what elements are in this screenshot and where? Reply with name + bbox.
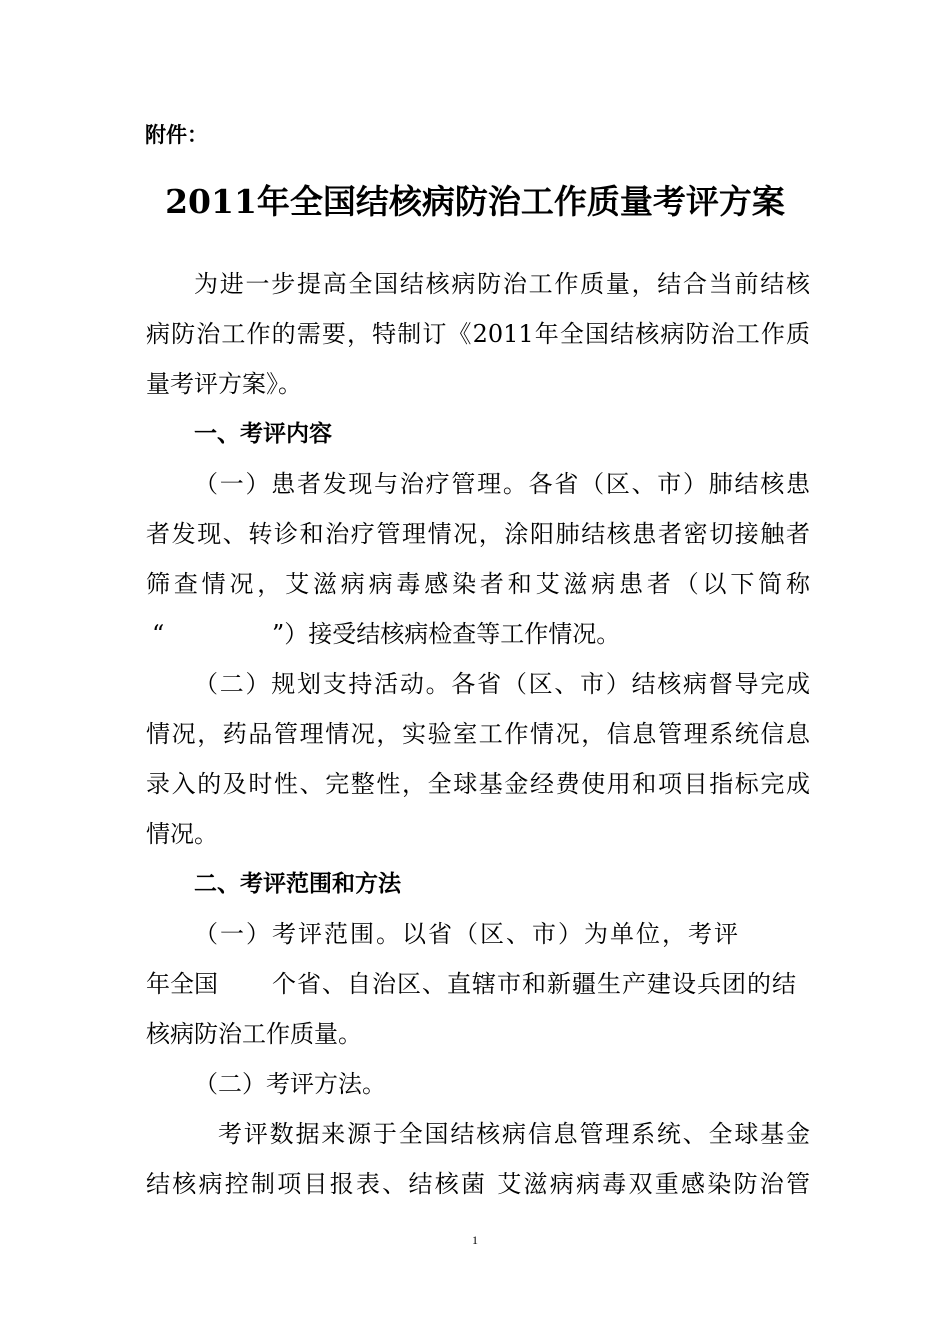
document-title: 2011年全国结核病防治工作质量考评方案 [165, 182, 785, 221]
open-quote: “ [152, 620, 165, 648]
section-1-item-1-line-2: 者发现、转诊和治疗管理情况，涂阳肺结核患者密切接触者 [146, 520, 810, 548]
section-1-item-2-line-1: （二）规划支持活动。各省（区、市）结核病督导完成 [194, 670, 810, 698]
section-1-item-1-line-1: （一）患者发现与治疗管理。各省（区、市）肺结核患 [194, 470, 810, 498]
section-1-item-2-line-2: 情况，药品管理情况，实验室工作情况，信息管理系统信息 [146, 720, 810, 748]
intro-line-3: 量考评方案》。 [146, 370, 302, 398]
section-2-item-1-line-2 [146, 968, 810, 1000]
section-2-item-1-line-2-b: 个省、自治区、直辖市和新疆生产建设兵团的结 [272, 970, 797, 998]
section-2-item-1-line-2-a: 年全国 [146, 970, 218, 998]
page-number: 1 [472, 1233, 478, 1247]
section-2-para-line-2: 结核病控制项目报表、结核菌 艾滋病病毒双重感染防治管 [146, 1170, 810, 1198]
attachment-label: 附件： [145, 123, 208, 147]
intro-line-2: 病防治工作的需要，特制订《2011年全国结核病防治工作质 [146, 320, 810, 348]
section-1-heading: 一、考评内容 [194, 421, 332, 447]
section-1-item-1-line-4-text: ”）接受结核病检查等工作情况。 [272, 620, 621, 648]
section-1-item-2-line-4: 情况。 [146, 820, 218, 848]
section-1-item-2-line-3: 录入的及时性、完整性，全球基金经费使用和项目指标完成 [146, 770, 810, 798]
section-2-item-2-heading: （二）考评方法。 [194, 1070, 386, 1098]
section-2-para-line-1: 考评数据来源于全国结核病信息管理系统、全球基金 [218, 1120, 810, 1148]
section-2-item-1-line-3: 核病防治工作质量。 [146, 1020, 362, 1048]
section-2-heading: 二、考评范围和方法 [194, 871, 401, 897]
section-1-item-1-line-3: 筛查情况，艾滋病病毒感染者和艾滋病患者（以下简称 [146, 570, 810, 598]
section-1-item-1-line-4 [146, 618, 810, 650]
intro-line-1: 为进一步提高全国结核病防治工作质量，结合当前结核 [194, 270, 810, 298]
section-2-item-1-line-1: （一）考评范围。以省（区、市）为单位，考评 [194, 920, 740, 948]
